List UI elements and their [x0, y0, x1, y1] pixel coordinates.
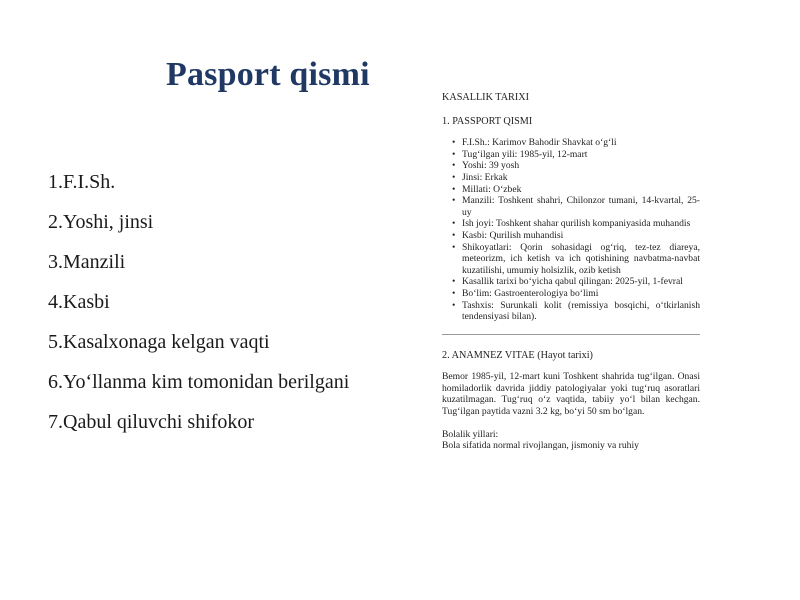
- anamnesis-section-heading: 2. ANAMNEZ VITAE (Hayot tarixi): [442, 349, 593, 361]
- list-item-address: 3.Manzili: [48, 251, 126, 273]
- document-title: KASALLIK TARIXI: [442, 92, 529, 103]
- detail-complaints: • Shikoyatlari: Qorin sohasidagi og‘riq, tez-tez diareya, meteorizm, ich ketish va ich qotishining navbatma-navbat kuzatilishi, umumiy holsizlik, ozib ketish: [452, 242, 700, 277]
- detail-full-name: • F.I.Sh.: Karimov Bahodir Shavkat o‘g‘li: [452, 137, 700, 149]
- childhood-heading: Bolalik yillari:: [442, 428, 499, 440]
- detail-admission-date: • Kasallik tarixi bo‘yicha qabul qilingan: 2025-yil, 1-fevral: [452, 276, 700, 288]
- anamnesis-paragraph: Bemor 1985-yil, 12-mart kuni Toshkent shahrida tug‘ilgan. Onasi homiladorlik davrida jiddiy patologiyalar yoki tug‘ruq asoratlari kuzatilmagan. Tug‘ruq o‘z vaqtida, tabiiy yo‘l bilan kechgan. Tug‘ilgan paytida vazni 3.2 kg, bo‘yi 50 sm bo‘lgan.: [442, 371, 700, 418]
- list-item-profession: 4.Kasbi: [48, 291, 110, 313]
- slide-title: Pasport qismi: [166, 56, 370, 93]
- passport-section-heading: 1. PASSPORT QISMI: [442, 115, 533, 127]
- childhood-text: Bola sifatida normal rivojlangan, jismoniy va ruhiy: [442, 440, 639, 452]
- detail-birth-date: • Tug‘ilgan yili: 1985-yil, 12-mart: [452, 149, 700, 161]
- list-item-referral: 6.Yo‘llanma kim tomonidan berilgani: [48, 371, 350, 393]
- detail-nationality: • Millati: O‘zbek: [452, 184, 700, 196]
- section-divider: [442, 334, 700, 335]
- list-item-admission-time: 5.Kasalxonaga kelgan vaqti: [48, 331, 270, 353]
- detail-sex: • Jinsi: Erkak: [452, 172, 700, 184]
- passport-details-list: [442, 137, 700, 323]
- list-item-receiving-doctor: 7.Qabul qiluvchi shifokor: [48, 411, 255, 433]
- detail-profession: • Kasbi: Qurilish muhandisi: [452, 230, 700, 242]
- medical-history-document: [442, 92, 700, 452]
- detail-address: • Manzili: Toshkent shahri, Chilonzor tumani, 14-kvartal, 25-uy: [452, 195, 700, 218]
- list-item-fish: 1.F.I.Sh.: [48, 171, 116, 193]
- detail-department: • Bo‘lim: Gastroenterologiya bo‘limi: [452, 288, 700, 300]
- detail-workplace: • Ish joyi: Toshkent shahar qurilish kompaniyasida muhandis: [452, 218, 700, 230]
- passport-fields-list: [48, 162, 349, 442]
- detail-age: • Yoshi: 39 yosh: [452, 160, 700, 172]
- list-item-age-sex: 2.Yoshi, jinsi: [48, 211, 154, 233]
- detail-diagnosis: • Tashxis: Surunkali kolit (remissiya bosqichi, o‘tkirlanish tendensiyasi bilan).: [452, 300, 700, 323]
